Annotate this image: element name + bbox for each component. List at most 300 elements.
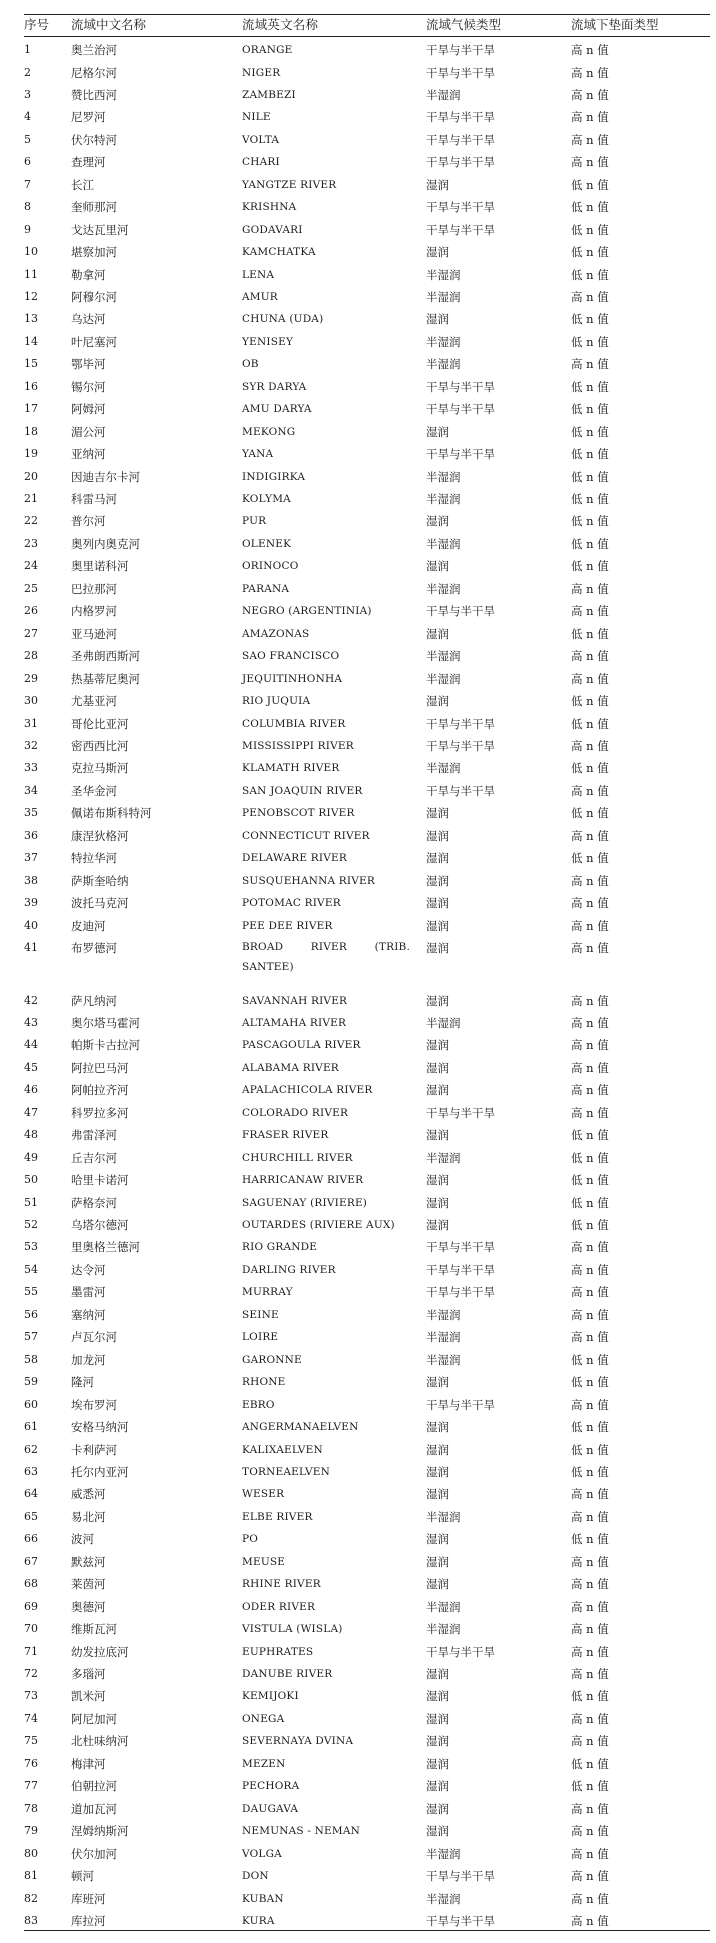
row-english-name: EUPHRATES bbox=[242, 1645, 314, 1658]
row-english-name: CHURCHILL RIVER bbox=[242, 1151, 353, 1164]
table-row bbox=[24, 623, 710, 645]
row-index: 40 bbox=[24, 918, 38, 932]
row-english-name: INDIGIRKA bbox=[242, 470, 306, 483]
row-climate-type: 湿润 bbox=[426, 1801, 449, 1816]
row-surface-type: 高 n 值 bbox=[571, 896, 609, 911]
row-chinese-name: 热基蒂尼奥河 bbox=[71, 671, 140, 686]
table-row bbox=[24, 39, 710, 61]
row-climate-type: 半湿润 bbox=[426, 1599, 461, 1614]
row-english-name: PARANA bbox=[242, 582, 290, 595]
table-row bbox=[24, 443, 710, 465]
row-climate-type: 干旱与半干旱 bbox=[426, 402, 495, 417]
row-index: 56 bbox=[24, 1307, 38, 1321]
row-climate-type: 湿润 bbox=[426, 1218, 449, 1232]
row-english-name: ANGERMANAELVEN bbox=[242, 1421, 359, 1433]
row-chinese-name: 安格马纳河 bbox=[71, 1420, 129, 1434]
row-chinese-name: 奥里诺科河 bbox=[71, 559, 129, 574]
row-surface-type: 高 n 值 bbox=[571, 1285, 609, 1300]
row-surface-type: 低 n 值 bbox=[571, 536, 609, 551]
header-climate-type: 流域气候类型 bbox=[426, 17, 502, 32]
row-climate-type: 湿润 bbox=[426, 828, 449, 843]
table-row bbox=[24, 510, 710, 532]
row-chinese-name: 丘吉尔河 bbox=[71, 1150, 117, 1165]
row-index: 57 bbox=[24, 1330, 38, 1344]
row-english-name: DELAWARE RIVER bbox=[242, 852, 347, 865]
row-surface-type: 高 n 值 bbox=[571, 1487, 609, 1502]
row-climate-type: 湿润 bbox=[426, 806, 449, 821]
row-surface-type: 低 n 值 bbox=[571, 716, 609, 731]
row-surface-type: 低 n 值 bbox=[571, 1689, 609, 1704]
row-chinese-name: 查理河 bbox=[71, 155, 106, 170]
table-row bbox=[24, 1214, 710, 1236]
row-english-name: SEINE bbox=[242, 1308, 279, 1321]
row-climate-type: 干旱与半干旱 bbox=[426, 447, 495, 462]
row-chinese-name: 阿帕拉齐河 bbox=[71, 1083, 129, 1098]
row-surface-type: 高 n 值 bbox=[571, 1038, 609, 1053]
row-chinese-name: 幼发拉底河 bbox=[71, 1644, 129, 1659]
row-surface-type: 低 n 值 bbox=[571, 1128, 609, 1143]
row-english-name: RIO JUQUIA bbox=[242, 695, 311, 708]
header-english-name: 流域英文名称 bbox=[242, 17, 319, 32]
row-climate-type: 干旱与半干旱 bbox=[426, 43, 495, 57]
row-english-name: OB bbox=[242, 358, 259, 371]
row-index: 65 bbox=[24, 1509, 38, 1523]
row-english-name: KALIXAELVEN bbox=[242, 1443, 323, 1456]
row-surface-type: 高 n 值 bbox=[571, 1015, 609, 1030]
row-index: 27 bbox=[24, 626, 38, 640]
table-row bbox=[24, 1102, 710, 1124]
row-climate-type: 干旱与半干旱 bbox=[426, 222, 495, 237]
row-chinese-name: 因迪吉尔卡河 bbox=[71, 469, 140, 484]
row-chinese-name: 塞纳河 bbox=[71, 1307, 106, 1322]
row-english-name: OUTARDES (RIVIERE AUX) bbox=[242, 1219, 395, 1231]
row-climate-type: 半湿润 bbox=[426, 492, 461, 506]
row-chinese-name: 阿穆尔河 bbox=[71, 289, 117, 304]
row-chinese-name: 库拉河 bbox=[71, 1913, 106, 1928]
row-index: 19 bbox=[24, 447, 38, 461]
row-english-name: MEKONG bbox=[242, 425, 296, 438]
row-climate-type: 湿润 bbox=[426, 312, 449, 327]
row-chinese-name: 波托马克河 bbox=[71, 896, 129, 911]
row-index: 70 bbox=[24, 1622, 38, 1636]
row-surface-type: 低 n 值 bbox=[571, 1375, 609, 1390]
row-english-name: TORNEAELVEN bbox=[242, 1465, 330, 1478]
row-climate-type: 半湿润 bbox=[426, 671, 461, 686]
row-surface-type: 高 n 值 bbox=[571, 1307, 609, 1322]
row-chinese-name: 萨凡纳河 bbox=[71, 993, 117, 1008]
table-row bbox=[24, 1820, 710, 1842]
row-chinese-name: 尤基亚河 bbox=[71, 694, 117, 709]
row-surface-type: 高 n 值 bbox=[571, 1913, 609, 1928]
row-chinese-name: 奥尔塔马霍河 bbox=[71, 1015, 140, 1030]
row-chinese-name: 巴拉那河 bbox=[71, 581, 117, 596]
row-english-name: HARRICANAW RIVER bbox=[242, 1174, 364, 1187]
row-chinese-name: 萨格奈河 bbox=[71, 1195, 117, 1210]
row-chinese-name: 长江 bbox=[71, 177, 94, 192]
row-climate-type: 湿润 bbox=[426, 1756, 449, 1771]
row-english-name: ORINOCO bbox=[242, 560, 299, 573]
row-climate-type: 半湿润 bbox=[426, 536, 461, 551]
row-english-name: CONNECTICUT RIVER bbox=[242, 829, 370, 842]
row-chinese-name: 乌塔尔德河 bbox=[71, 1218, 129, 1232]
table-row bbox=[24, 1169, 710, 1191]
row-chinese-name: 布罗德河 bbox=[71, 941, 117, 955]
table-row bbox=[24, 1618, 710, 1640]
row-english-name: KURA bbox=[242, 1914, 275, 1927]
table-row bbox=[24, 533, 710, 555]
row-surface-type: 低 n 值 bbox=[571, 379, 609, 394]
table-row bbox=[24, 1439, 710, 1461]
row-english-name: RHONE bbox=[242, 1376, 286, 1389]
table-row bbox=[24, 174, 710, 196]
row-english-name: YANGTZE RIVER bbox=[242, 178, 337, 191]
table-row bbox=[24, 1416, 710, 1438]
row-english-name: ALABAMA RIVER bbox=[242, 1061, 339, 1074]
row-english-name: DAUGAVA bbox=[242, 1802, 299, 1815]
row-index: 54 bbox=[24, 1262, 38, 1276]
row-climate-type: 湿润 bbox=[426, 1128, 449, 1143]
row-surface-type: 高 n 值 bbox=[571, 873, 609, 888]
row-chinese-name: 勒拿河 bbox=[71, 267, 106, 282]
row-chinese-name: 帕斯卡古拉河 bbox=[71, 1038, 140, 1053]
row-chinese-name: 皮迪河 bbox=[71, 918, 106, 933]
row-english-name: SEVERNAYA DVINA bbox=[242, 1735, 354, 1748]
row-climate-type: 半湿润 bbox=[426, 289, 461, 304]
table-row bbox=[24, 1753, 710, 1775]
row-index: 16 bbox=[24, 379, 38, 393]
row-english-name: KRISHNA bbox=[242, 201, 297, 214]
row-climate-type: 干旱与半干旱 bbox=[426, 1105, 495, 1120]
row-english-name: PEE DEE RIVER bbox=[242, 919, 333, 932]
row-surface-type: 低 n 值 bbox=[571, 626, 609, 641]
row-climate-type: 半湿润 bbox=[426, 1509, 461, 1524]
table-row bbox=[24, 1798, 710, 1820]
row-chinese-name: 多瑙河 bbox=[71, 1667, 106, 1681]
row-surface-type: 高 n 值 bbox=[571, 1711, 609, 1726]
row-surface-type: 低 n 值 bbox=[571, 1779, 609, 1794]
row-climate-type: 湿润 bbox=[426, 1577, 449, 1592]
row-surface-type: 高 n 值 bbox=[571, 1846, 609, 1861]
row-english-name: COLORADO RIVER bbox=[242, 1106, 349, 1119]
table-row bbox=[24, 847, 710, 869]
row-index: 13 bbox=[24, 312, 38, 326]
row-index: 53 bbox=[24, 1240, 38, 1254]
row-climate-type: 干旱与半干旱 bbox=[426, 1285, 495, 1300]
row-climate-type: 湿润 bbox=[426, 559, 449, 574]
row-climate-type: 干旱与半干旱 bbox=[426, 65, 495, 80]
row-surface-type: 高 n 值 bbox=[571, 1060, 609, 1075]
table-row bbox=[24, 802, 710, 824]
row-english-name: FRASER RIVER bbox=[242, 1129, 329, 1142]
row-english-name: DON bbox=[242, 1870, 269, 1882]
row-chinese-name: 湄公河 bbox=[71, 424, 106, 439]
table-row bbox=[24, 825, 710, 847]
table-row bbox=[24, 264, 710, 286]
row-chinese-name: 奥德河 bbox=[71, 1599, 106, 1614]
row-chinese-name: 尼罗河 bbox=[71, 110, 106, 125]
row-climate-type: 干旱与半干旱 bbox=[426, 1644, 495, 1659]
row-index: 7 bbox=[24, 177, 31, 191]
row-climate-type: 干旱与半干旱 bbox=[426, 783, 495, 798]
row-english-name: AMU DARYA bbox=[242, 403, 312, 416]
row-surface-type: 高 n 值 bbox=[571, 581, 609, 596]
row-english-name: LENA bbox=[242, 268, 275, 281]
row-index: 34 bbox=[24, 783, 38, 797]
row-surface-type: 高 n 值 bbox=[571, 87, 609, 102]
table-row bbox=[24, 1888, 710, 1910]
row-surface-type: 低 n 值 bbox=[571, 1442, 609, 1457]
table-row bbox=[24, 1641, 710, 1663]
row-index: 73 bbox=[24, 1689, 38, 1703]
row-climate-type: 干旱与半干旱 bbox=[426, 739, 495, 753]
row-index: 71 bbox=[24, 1644, 38, 1658]
row-climate-type: 湿润 bbox=[426, 1083, 449, 1098]
table-row bbox=[24, 735, 710, 757]
row-index: 76 bbox=[24, 1756, 38, 1770]
row-index: 46 bbox=[24, 1083, 38, 1097]
row-index: 44 bbox=[24, 1038, 38, 1052]
row-index: 62 bbox=[24, 1442, 38, 1456]
row-index: 18 bbox=[24, 424, 38, 438]
row-climate-type: 干旱与半干旱 bbox=[426, 1262, 495, 1277]
row-english-name: APALACHICOLA RIVER bbox=[242, 1084, 373, 1097]
row-index: 78 bbox=[24, 1801, 38, 1815]
row-english-name: SUSQUEHANNA RIVER bbox=[242, 874, 375, 887]
row-climate-type: 半湿润 bbox=[426, 267, 461, 282]
row-chinese-name: 奎师那河 bbox=[71, 200, 117, 215]
row-english-name: VISTULA (WISLA) bbox=[242, 1623, 343, 1636]
row-climate-type: 湿润 bbox=[426, 1375, 449, 1390]
row-chinese-name: 弗雷泽河 bbox=[71, 1128, 117, 1143]
row-english-name: RIO GRANDE bbox=[242, 1241, 318, 1254]
row-surface-type: 低 n 值 bbox=[571, 177, 609, 192]
table-row bbox=[24, 1843, 710, 1865]
row-english-name: MEZEN bbox=[242, 1757, 286, 1770]
row-chinese-name: 卡利萨河 bbox=[71, 1442, 117, 1457]
row-climate-type: 湿润 bbox=[426, 626, 449, 641]
row-english-name: SYR DARYA bbox=[242, 380, 307, 393]
row-surface-type: 高 n 值 bbox=[571, 65, 609, 80]
row-surface-type: 高 n 值 bbox=[571, 1622, 609, 1637]
table-row bbox=[24, 241, 710, 263]
table-row bbox=[24, 690, 710, 712]
row-climate-type: 湿润 bbox=[426, 694, 449, 709]
row-surface-type: 低 n 值 bbox=[571, 851, 609, 866]
row-chinese-name: 奥兰治河 bbox=[71, 43, 117, 57]
row-english-name: MEUSE bbox=[242, 1555, 286, 1568]
row-climate-type: 湿润 bbox=[426, 1195, 449, 1210]
table-row bbox=[24, 555, 710, 577]
row-surface-type: 低 n 值 bbox=[571, 559, 609, 574]
row-english-name: NILE bbox=[242, 111, 271, 124]
table-row bbox=[24, 1326, 710, 1348]
row-surface-type: 高 n 值 bbox=[571, 993, 609, 1008]
row-surface-type: 高 n 值 bbox=[571, 132, 609, 147]
row-surface-type: 低 n 值 bbox=[571, 1173, 609, 1188]
row-surface-type: 高 n 值 bbox=[571, 1240, 609, 1255]
row-surface-type: 高 n 值 bbox=[571, 918, 609, 933]
row-climate-type: 半湿润 bbox=[426, 1330, 461, 1345]
row-surface-type: 低 n 值 bbox=[571, 222, 609, 237]
row-english-name: YANA bbox=[242, 448, 274, 461]
row-chinese-name: 墨雷河 bbox=[71, 1285, 106, 1300]
row-surface-type: 低 n 值 bbox=[571, 694, 609, 709]
row-surface-type: 低 n 值 bbox=[571, 424, 609, 439]
row-index: 83 bbox=[24, 1913, 38, 1927]
row-climate-type: 干旱与半干旱 bbox=[426, 110, 495, 125]
row-chinese-name: 达令河 bbox=[71, 1262, 106, 1277]
table-row bbox=[24, 668, 710, 690]
row-climate-type: 湿润 bbox=[426, 1173, 449, 1188]
row-chinese-name: 康涅狄格河 bbox=[71, 828, 129, 843]
row-index: 55 bbox=[24, 1285, 38, 1299]
row-climate-type: 湿润 bbox=[426, 1667, 449, 1681]
row-english-name: PENOBSCOT RIVER bbox=[242, 807, 355, 820]
table-row bbox=[24, 892, 710, 914]
row-climate-type: 湿润 bbox=[426, 1554, 449, 1569]
row-chinese-name: 伏尔特河 bbox=[71, 132, 117, 147]
row-index: 43 bbox=[24, 1015, 38, 1029]
row-climate-type: 半湿润 bbox=[426, 469, 461, 484]
row-climate-type: 半湿润 bbox=[426, 761, 461, 776]
row-climate-type: 半湿润 bbox=[426, 87, 461, 102]
row-index: 75 bbox=[24, 1734, 38, 1748]
row-chinese-name: 克拉马斯河 bbox=[71, 761, 129, 776]
row-index: 32 bbox=[24, 739, 38, 752]
row-index: 20 bbox=[24, 469, 38, 483]
table-row bbox=[24, 1461, 710, 1483]
table-row bbox=[24, 106, 710, 128]
row-english-name: OLENEK bbox=[242, 537, 292, 550]
row-surface-type: 高 n 值 bbox=[571, 828, 609, 843]
row-climate-type: 湿润 bbox=[426, 1711, 449, 1726]
table-row bbox=[24, 1192, 710, 1214]
row-surface-type: 高 n 值 bbox=[571, 1891, 609, 1906]
row-chinese-name: 隆河 bbox=[71, 1375, 94, 1390]
table-row bbox=[24, 1708, 710, 1730]
row-english-name: COLUMBIA RIVER bbox=[242, 717, 346, 730]
row-surface-type: 高 n 值 bbox=[571, 1083, 609, 1098]
row-climate-type: 半湿润 bbox=[426, 581, 461, 596]
row-chinese-name: 内格罗河 bbox=[71, 604, 117, 619]
table-row bbox=[24, 1910, 710, 1932]
row-surface-type: 高 n 值 bbox=[571, 1801, 609, 1816]
row-chinese-name: 科罗拉多河 bbox=[71, 1105, 129, 1120]
row-surface-type: 低 n 值 bbox=[571, 1352, 609, 1367]
row-english-name: YENISEY bbox=[242, 335, 294, 348]
table-row bbox=[24, 1663, 710, 1685]
row-index: 25 bbox=[24, 581, 38, 595]
row-index: 82 bbox=[24, 1891, 38, 1905]
row-english-name: VOLGA bbox=[242, 1847, 282, 1860]
row-climate-type: 干旱与半干旱 bbox=[426, 1240, 495, 1255]
row-climate-type: 湿润 bbox=[426, 1824, 449, 1839]
row-index: 42 bbox=[24, 993, 38, 1007]
row-surface-type: 低 n 值 bbox=[571, 312, 609, 327]
row-index: 28 bbox=[24, 649, 38, 663]
row-index: 49 bbox=[24, 1150, 38, 1164]
table-row bbox=[24, 937, 710, 973]
row-surface-type: 高 n 值 bbox=[571, 43, 609, 57]
table-row bbox=[24, 1147, 710, 1169]
row-chinese-name: 默兹河 bbox=[71, 1554, 106, 1569]
row-english-name: PUR bbox=[242, 515, 267, 528]
row-english-name: MISSISSIPPI RIVER bbox=[242, 740, 354, 752]
row-english-name: SAGUENAY (RIVIERE) bbox=[242, 1196, 368, 1209]
row-english-name: NEGRO (ARGENTINIA) bbox=[242, 605, 372, 618]
row-surface-type: 高 n 值 bbox=[571, 357, 609, 372]
table-row bbox=[24, 780, 710, 802]
table-row bbox=[24, 757, 710, 779]
row-chinese-name: 顿河 bbox=[71, 1869, 94, 1883]
row-chinese-name: 叶尼塞河 bbox=[71, 334, 117, 349]
row-index: 68 bbox=[24, 1577, 38, 1591]
row-index: 17 bbox=[24, 402, 38, 416]
row-surface-type: 高 n 值 bbox=[571, 1577, 609, 1592]
row-surface-type: 低 n 值 bbox=[571, 806, 609, 821]
table-row bbox=[24, 645, 710, 667]
row-index: 36 bbox=[24, 828, 38, 842]
table-row bbox=[24, 353, 710, 375]
row-surface-type: 低 n 值 bbox=[571, 1150, 609, 1165]
row-chinese-name: 阿拉巴马河 bbox=[71, 1060, 129, 1075]
table-row bbox=[24, 1775, 710, 1797]
row-climate-type: 湿润 bbox=[426, 1060, 449, 1075]
row-english-name: CHARI bbox=[242, 156, 280, 169]
row-chinese-name: 里奥格兰德河 bbox=[71, 1240, 140, 1255]
row-english-name: SAVANNAH RIVER bbox=[242, 994, 348, 1007]
row-chinese-name: 科雷马河 bbox=[71, 492, 117, 506]
row-climate-type: 湿润 bbox=[426, 1532, 449, 1547]
row-climate-type: 半湿润 bbox=[426, 357, 461, 372]
row-climate-type: 湿润 bbox=[426, 1420, 449, 1434]
row-surface-type: 低 n 值 bbox=[571, 1218, 609, 1232]
row-climate-type: 湿润 bbox=[426, 514, 449, 529]
row-english-name: LOIRE bbox=[242, 1331, 279, 1344]
row-chinese-name: 威悉河 bbox=[71, 1487, 106, 1502]
table-row bbox=[24, 1506, 710, 1528]
row-index: 79 bbox=[24, 1824, 38, 1838]
row-climate-type: 湿润 bbox=[426, 424, 449, 439]
row-index: 74 bbox=[24, 1711, 38, 1725]
table-row bbox=[24, 1573, 710, 1595]
row-index: 50 bbox=[24, 1173, 38, 1187]
row-chinese-name: 库班河 bbox=[71, 1891, 106, 1906]
row-index: 15 bbox=[24, 357, 38, 371]
row-index: 30 bbox=[24, 694, 38, 708]
table-row bbox=[24, 421, 710, 443]
row-index: 3 bbox=[24, 87, 31, 101]
row-index: 1 bbox=[24, 43, 31, 56]
table-row bbox=[24, 129, 710, 151]
row-english-name: KOLYMA bbox=[242, 493, 291, 505]
row-index: 48 bbox=[24, 1128, 38, 1142]
row-index: 9 bbox=[24, 222, 31, 236]
table-row bbox=[24, 1596, 710, 1618]
row-climate-type: 湿润 bbox=[426, 918, 449, 933]
row-english-name: ELBE RIVER bbox=[242, 1510, 313, 1523]
table-row bbox=[24, 1483, 710, 1505]
row-surface-type: 高 n 值 bbox=[571, 1554, 609, 1569]
row-surface-type: 低 n 值 bbox=[571, 245, 609, 259]
row-climate-type: 湿润 bbox=[426, 245, 449, 259]
row-chinese-name: 哥伦比亚河 bbox=[71, 716, 129, 731]
row-english-name: JEQUITINHONHA bbox=[242, 672, 343, 685]
row-index: 58 bbox=[24, 1352, 38, 1366]
row-index: 11 bbox=[24, 267, 38, 281]
row-climate-type: 干旱与半干旱 bbox=[426, 1913, 495, 1928]
row-index: 29 bbox=[24, 671, 38, 685]
